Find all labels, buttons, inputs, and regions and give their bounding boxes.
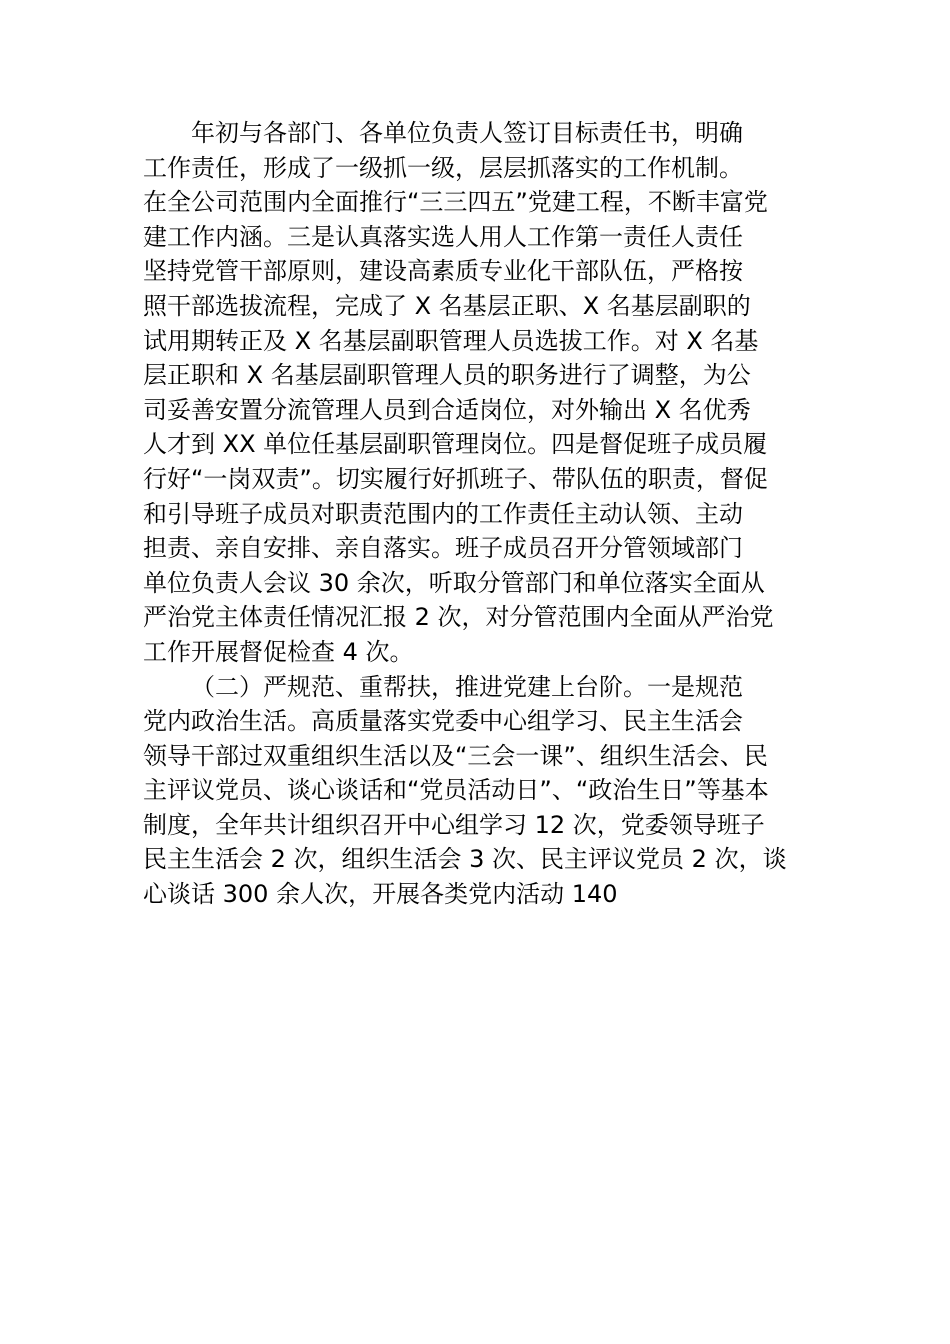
text-line: 建工作内涵。三是认真落实选人用人工作第一责任人责任 <box>143 222 743 251</box>
text-line: 单位负责人会议 30 余次，听取分管部门和单位落实全面从 <box>143 568 765 597</box>
text-line: 担责、亲自安排、亲自落实。班子成员召开分管领域部门 <box>143 534 743 563</box>
body-text <box>143 116 809 912</box>
text-line: 严治党主体责任情况汇报 2 次，对分管范围内全面从严治党 <box>143 603 774 632</box>
text-line: 主评议党员、谈心谈话和“党员活动日”、“政治生日”等基本 <box>143 776 769 805</box>
text-line: 司妥善安置分流管理人员到合适岗位，对外输出 X 名优秀 <box>143 395 751 424</box>
text-line: 和引导班子成员对职责范围内的工作责任主动认领、主动 <box>143 499 743 528</box>
text-line: 坚持党管干部原则，建设高素质专业化干部队伍，严格按 <box>143 257 743 286</box>
text-line: 民主生活会 2 次，组织生活会 3 次、民主评议党员 2 次，谈 <box>143 845 787 874</box>
text-line: 层正职和 X 名基层副职管理人员的职务进行了调整，为公 <box>143 361 751 390</box>
text-line: （二）严规范、重帮扶，推进党建上台阶。一是规范 <box>191 672 743 701</box>
text-line: 工作责任，形成了一级抓一级，层层抓落实的工作机制。 <box>143 153 743 182</box>
text-line: 人才到 XX 单位任基层副职管理岗位。四是督促班子成员履 <box>143 430 768 459</box>
text-line: 年初与各部门、各单位负责人签订目标责任书，明确 <box>191 119 743 147</box>
text-line: 照干部选拔流程，完成了 X 名基层正职、X 名基层副职的 <box>143 291 751 320</box>
text-line: 党内政治生活。高质量落实党委中心组学习、民主生活会 <box>143 707 743 736</box>
text-line: 领导干部过双重组织生活以及“三会一课”、组织生活会、民 <box>143 741 768 770</box>
text-line: 制度，全年共计组织召开中心组学习 12 次，党委领导班子 <box>143 810 765 839</box>
text-line: 工作开展督促检查 4 次。 <box>143 637 414 666</box>
text-line: 心谈话 300 余人次，开展各类党内活动 140 <box>143 880 618 909</box>
text-line: 在全公司范围内全面推行“三三四五”党建工程，不断丰富党 <box>143 188 768 217</box>
text-line: 试用期转正及 X 名基层副职管理人员选拔工作。对 X 名基 <box>143 326 759 355</box>
text-line: 行好“一岗双责”。切实履行好抓班子、带队伍的职责，督促 <box>143 464 768 493</box>
